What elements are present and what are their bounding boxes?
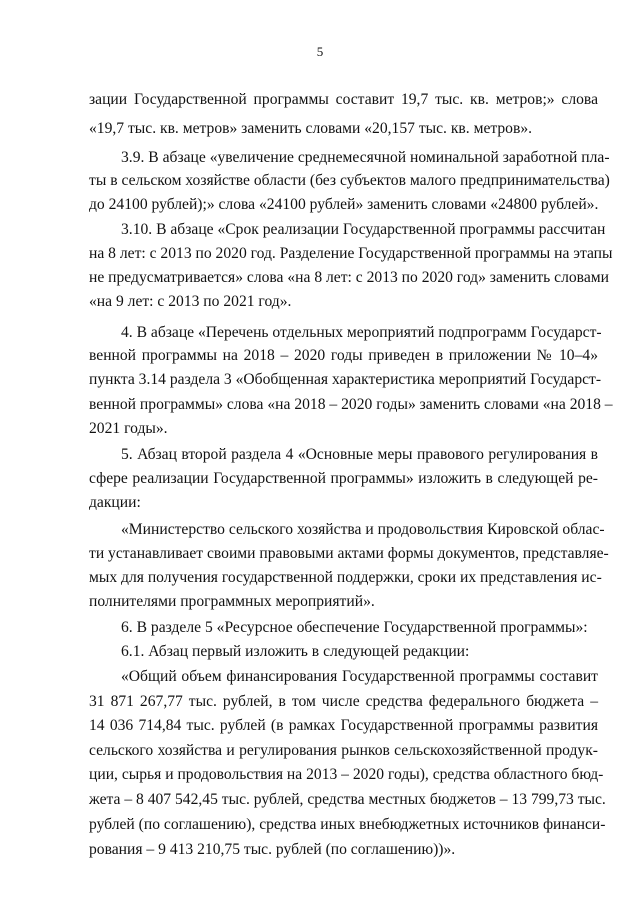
text-line: «на 9 лет: с 2013 по 2021 год». [89, 293, 292, 310]
text-line: венной программы» слова «на 2018 – 2020 годы» заменить словами «на 2018 – [89, 396, 613, 413]
paragraph-3-10-first-line: 3.10. В абзаце «Срок реализации Государственной программы рассчитан [121, 221, 606, 238]
text-line: рублей (по соглашению), средства иных внебюджетных источников финанси- [89, 816, 606, 833]
text-line: ции, сырья и продовольствия на 2013 – 2020 годы), средства областного бюд- [89, 766, 604, 783]
text-line: дакции: [89, 494, 141, 511]
text-line: пункта 3.14 раздела 3 «Обобщенная характеристика мероприятий Государст- [89, 371, 602, 388]
paragraph-3-9-first-line: 3.9. В абзаце «увеличение среднемесячной номинальной заработной пла- [121, 149, 610, 166]
text-line: рования – 9 413 210,75 тыс. рублей (по соглашению))». [89, 841, 456, 858]
paragraph-6-1-heading: 6.1. Абзац первый изложить в следующей редакции: [121, 643, 470, 660]
paragraph-5-first-line: 5. Абзац второй раздела 4 «Основные меры правового регулирования в [121, 446, 598, 463]
text-line: на 8 лет: с 2013 по 2020 год. Разделение Государственной программы на этапы [89, 245, 613, 262]
text-line: венной программы на 2018 – 2020 годы приведен в приложении № 10–4» [89, 347, 598, 364]
text-line: полнителями программных мероприятий». [89, 593, 375, 610]
text-line: 31 871 267,77 тыс. рублей, в том числе средства федерального бюджета – [89, 693, 598, 710]
text-line: зации Государственной программы составит 19,7 тыс. кв. метров;» слова [89, 91, 598, 108]
paragraph-6-heading: 6. В разделе 5 «Ресурсное обеспечение Государственной программы»: [121, 619, 588, 636]
text-line: сельского хозяйства и регулирования рынков сельскохозяйственной продук- [89, 742, 598, 759]
text-line: мых для получения государственной поддержки, сроки их представления ис- [89, 569, 602, 586]
text-line: до 24100 рублей);» слова «24100 рублей» заменить словами «24800 рублей». [89, 196, 599, 213]
paragraph-4-first-line: 4. В абзаце «Перечень отдельных мероприятий подпрограмм Государст- [121, 324, 602, 341]
quoted-paragraph-first-line: «Министерство сельского хозяйства и продовольствия Кировской облас- [121, 521, 605, 538]
text-line: сфере реализации Государственной программы» изложить в следующей ре- [89, 470, 598, 487]
text-line: 14 036 714,84 тыс. рублей (в рамках Государственной программы развития [89, 717, 598, 734]
text-line: ти устанавливает своими правовыми актами формы документов, представляе- [89, 545, 609, 562]
page-number: 5 [316, 44, 324, 59]
text-line: «19,7 тыс. кв. метров» заменить словами «20,157 тыс. кв. метров». [89, 120, 533, 137]
quoted-funding-first-line: «Общий объем финансирования Государственной программы составит [121, 668, 598, 685]
text-line: жета – 8 407 542,45 тыс. рублей, средства местных бюджетов – 13 799,73 тыс. [89, 791, 606, 808]
text-line: не предусматривается» слова «на 8 лет: с 2013 по 2020 год» заменить словами [89, 269, 609, 286]
text-line: 2021 годы». [89, 420, 168, 437]
text-line: ты в сельском хозяйстве области (без субъектов малого предпринимательства) [89, 172, 610, 189]
